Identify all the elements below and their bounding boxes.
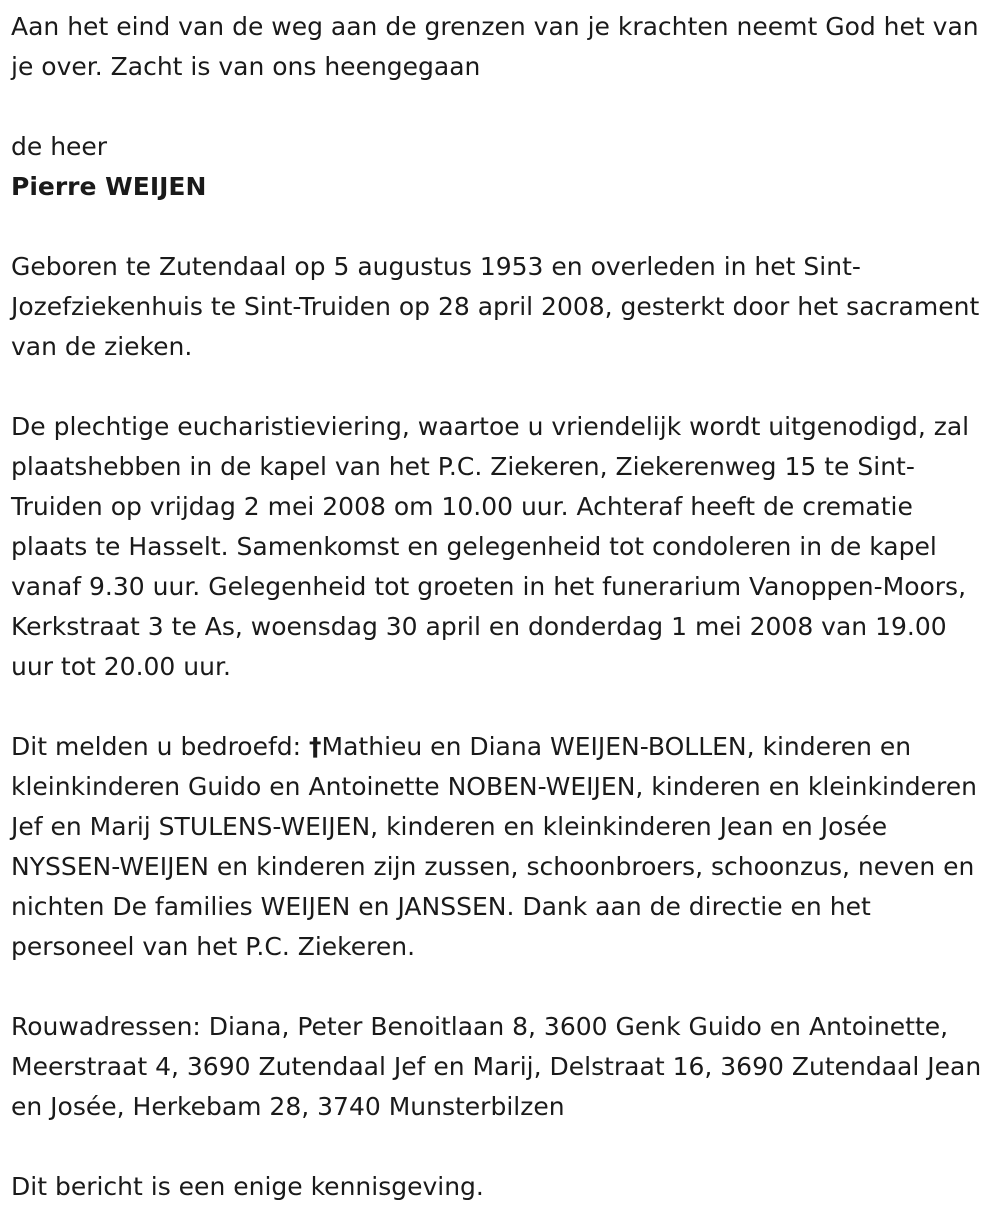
family-prefix: Dit melden u bedroefd: [11,732,310,761]
intro-text: Aan het eind van de weg aan de grenzen van je krachten neemt God het van je over. Zacht is van ons heengegaan [11,12,979,81]
cross-icon: † [309,732,322,761]
deceased-name: Pierre WEIJEN [11,172,207,201]
family-text [11,727,990,967]
closing-text: Dit bericht is een enige kennisgeving. [11,1172,484,1201]
spacer [11,207,990,247]
spacer [11,967,990,1007]
addresses-text: Rouwadressen: Diana, Peter Benoitlaan 8, 3600 Genk Guido en Antoinette, Meerstraat 4, 3690 Zutendaal Jef en Marij, Delstraat 16, 3690 Zutendaal Jean en Josée, Herkebam 28, 3740 Munsterbilzen [11,1012,982,1121]
ceremony-text: De plechtige eucharistieviering, waartoe u vriendelijk wordt uitgenodigd, zal plaatshebben in de kapel van het P.C. Ziekeren, Ziekerenweg 15 te Sint-Truiden op vrijdag 2 mei 2008 om 10.00 uur. Achteraf heeft de crematie plaats te Hasselt. Samenkomst en gelegenheid tot condoleren in de kapel vanaf 9.30 uur. Gelegenheid tot groeten in het funerarium Vanoppen-Moors, Kerkstraat 3 te As, woensdag 30 april en donderdag 1 mei 2008 van 19.00 uur tot 20.00 uur. [11,412,970,681]
family-members: Mathieu en Diana WEIJEN-BOLLEN, kinderen en kleinkinderen Guido en Antoinette NOBEN-WEIJEN, kinderen en kleinkinderen Jef en Marij STULENS-WEIJEN, kinderen en kleinkinderen Jean en Josée NYSSEN-WEIJEN en kinderen zijn zussen, schoonbroers, schoonzus, neven en nichten De families WEIJEN en JANSSEN. Dank aan de directie en het personeel van het P.C. Ziekeren. [11,732,977,961]
spacer [11,687,990,727]
spacer [11,367,990,407]
spacer [11,1127,990,1167]
birth-death-text: Geboren te Zutendaal op 5 augustus 1953 en overleden in het Sint-Jozefziekenhuis te Sint-Truiden op 28 april 2008, gesterkt door het sacrament van de zieken. [11,252,980,361]
spacer [11,87,990,127]
honorific: de heer [11,132,108,161]
